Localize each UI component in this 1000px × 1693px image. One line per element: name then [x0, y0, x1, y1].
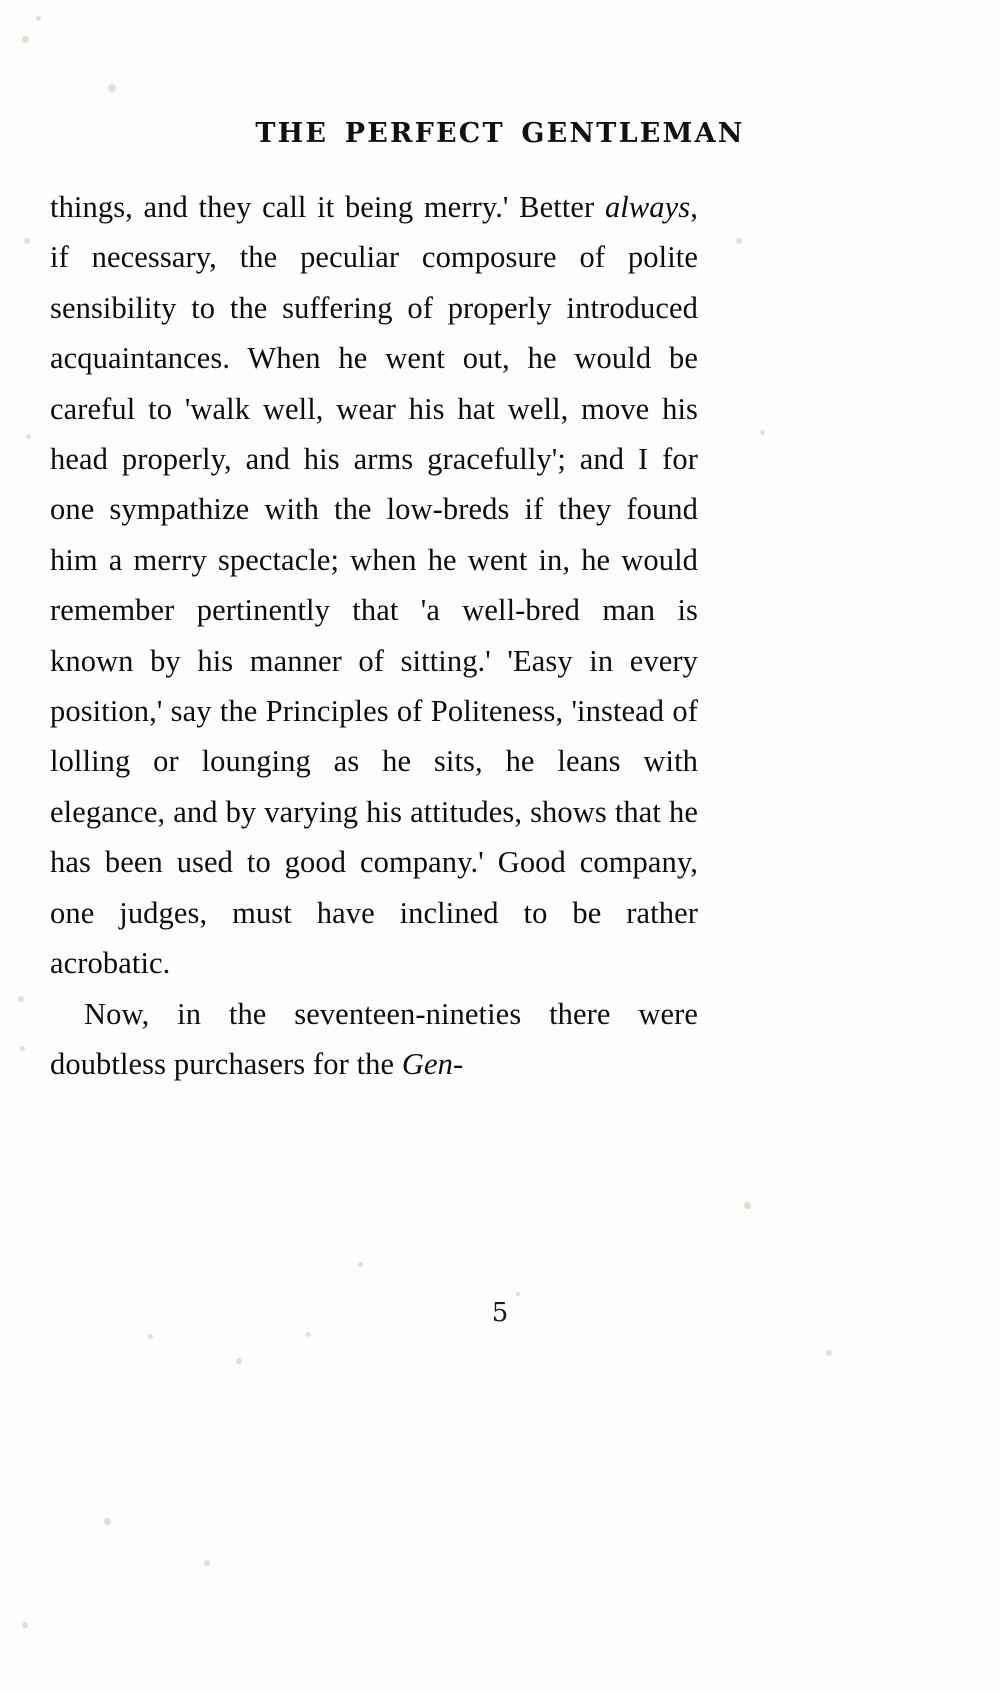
- running-head: THE PERFECT GENTLEMAN: [255, 118, 745, 149]
- italic-word: always: [604, 190, 691, 224]
- page-number: 5: [491, 1298, 509, 1328]
- paragraph: Now, in the seventeen-nineties there were doubtless purchasers for the Gen-: [50, 996, 698, 1081]
- paragraph: things, and they call it being merry.' Better always, if necessary, the peculiar composure of polite sensibility to the suffering of properly introduced acquaintances. When he went out, he would be careful to 'walk well, wear his hat well, move his head properly, and his arms gracefully'; and I for one sympathize with the low-breds if they found him a merry spectacle; when he went in, he would remember pertinently that 'a well-bred man is known by his manner of sitting.' 'Easy in every position,' say the Principles of Politeness, 'instead of lolling or lounging as he sits, he leans with elegance, and by varying his attitudes, shows that he has been used to good company.' Good company, one judges, must have inclined to be rather acrobatic.: [50, 190, 698, 981]
- italic-word: Gen-: [401, 1046, 464, 1081]
- body-text-column: [50, 182, 698, 1089]
